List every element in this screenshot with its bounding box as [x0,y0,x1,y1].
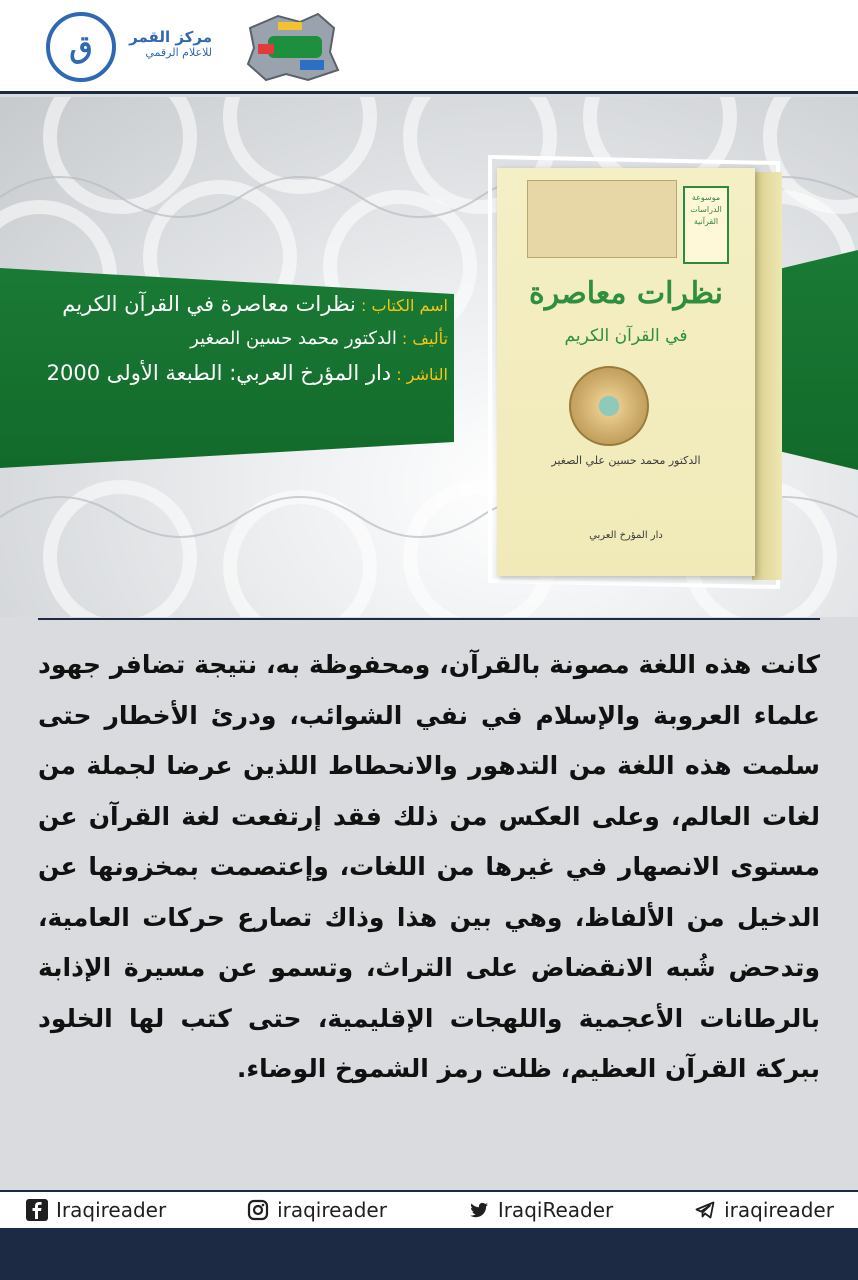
book-spine [752,172,782,580]
qamar-subtitle: للاعلام الرقمي [145,46,212,59]
facebook-handle: Iraqireader [56,1198,167,1222]
qamar-name: مركز القمر [129,28,212,46]
book-cover-image [497,168,755,576]
twitter-icon [468,1199,490,1221]
book-title-value: نظرات معاصرة في القرآن الكريم [62,292,356,316]
telegram-handle: iraqireader [724,1198,834,1222]
instagram-icon [247,1199,269,1221]
telegram-link[interactable] [694,1198,834,1222]
instagram-link[interactable] [247,1198,387,1222]
book-publisher-value: دار المؤرخ العربي: الطبعة الأولى 2000 [46,361,392,385]
twitter-handle: IraqiReader [497,1198,614,1222]
telegram-icon [694,1199,716,1221]
book-title-label: اسم الكتاب : [361,296,448,315]
book-medallion-icon [569,366,649,446]
social-links [0,1192,858,1228]
book-author-line [28,328,448,349]
facebook-link[interactable] [26,1198,166,1222]
iraqi-reader-logo-icon [238,8,346,86]
book-cover-subtitle: في القرآن الكريم [564,326,688,346]
book-cover-publisher: دار المؤرخ العربي [589,530,663,541]
footer-bar [0,1228,858,1280]
book-publisher-label: الناشر : [396,365,448,384]
book-author-label: تأليف : [401,329,448,348]
facebook-icon [26,1199,48,1221]
book-publisher-line [28,361,448,385]
qamar-logo-icon: ق [46,12,116,82]
book-author-value: الدكتور محمد حسين الصغير [190,328,397,349]
instagram-handle: iraqireader [277,1198,387,1222]
book-cover-author: الدكتور محمد حسين علي الصغير [551,454,701,467]
book-title-line [28,292,448,316]
book-cover-title: نظرات معاصرة [529,276,723,311]
book-info [28,292,448,397]
twitter-link[interactable] [468,1198,613,1222]
book-series-badge: موسوعة الدراسات القرآنية [683,186,729,264]
qamar-logo-text [120,28,212,60]
header [0,0,858,94]
divider [38,618,820,620]
manuscript-illustration [527,180,677,258]
book-excerpt: كانت هذه اللغة مصونة بالقرآن، ومحفوظة به، نتيجة تضافر جهود علماء العروبة والإسلام في نفي الشوائب، ودرئ الأخطار حتى سلمت هذه اللغة من التدهور والانحطاط اللذين عرضا لجملة من لغات العالم، وعلى العكس من ذلك فقد إرتفعت لغة القرآن عن مستوى الانصهار في غيرها من اللغات، وإعتصمت بمخزونها عن الدخيل من الألفاظ، وهي بين هذا وذاك تصارع حركات العامية، وتدحض شُبه الانقضاض على التراث، وتسمو عن مسيرة الإذابة بالرطانات الأعجمية واللهجات الإقليمية، حتى كتب لها الخلود ببركة القرآن العظيم، ظلت رمز الشموخ الوضاء. [38,650,820,1083]
